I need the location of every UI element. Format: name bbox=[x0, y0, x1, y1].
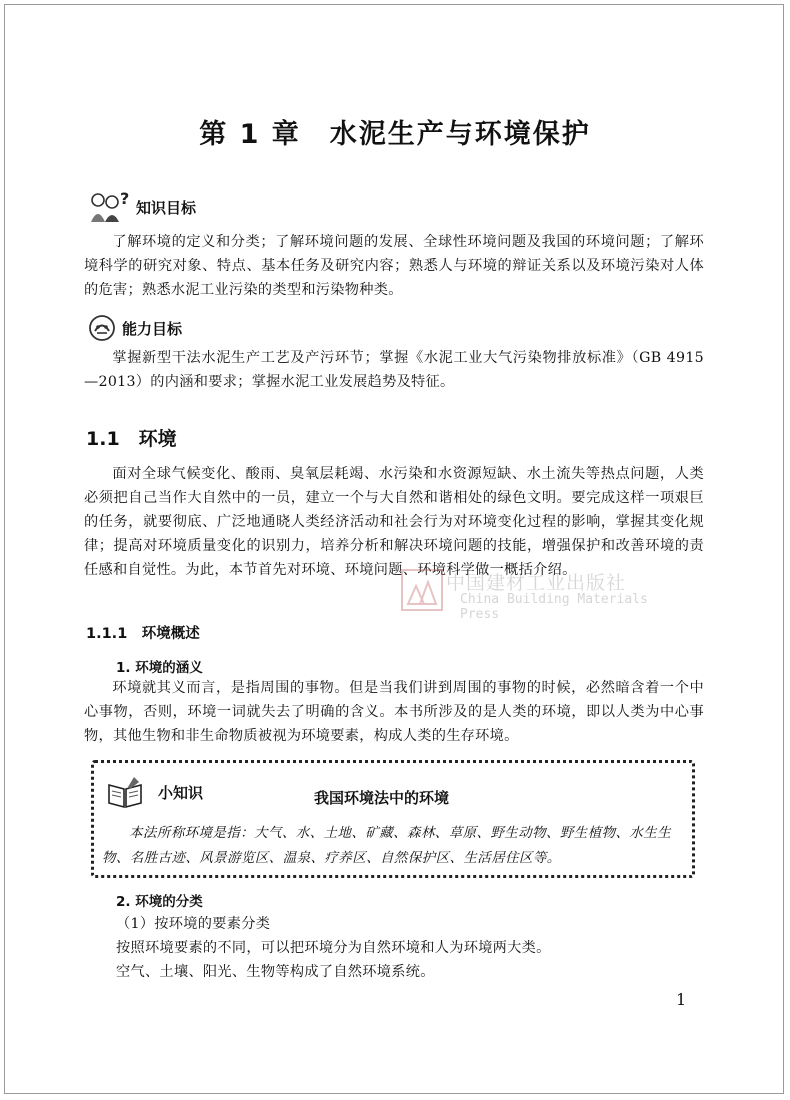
section-paragraph: 面对全球气候变化、酸雨、臭氧层耗竭、水污染和水资源短缺、水土流失等热点问题，人类必须把自己当作大自然中的一员，建立一个与大自然和谐相处的绿色文明。要完成这样一项艰巨的任务，就要彻底、广泛地通晓人类经济活动和社会行为对环境变化过程的影响，掌握其变化规律；提高对环境质量变化的识别力，培养分析和解决环境问题的技能，增强保护和改善环境的责任感和自觉性。为此，本节首先对环境、环境问题、环境科学做一概括介绍。 bbox=[84, 466, 704, 578]
tip-box bbox=[91, 760, 695, 878]
svg-text:?: ? bbox=[120, 190, 130, 208]
publisher-watermark bbox=[400, 568, 660, 622]
tip-title: 我国环境法中的环境 bbox=[314, 789, 450, 807]
watermark-chinese: 中国建材工业出版社 bbox=[446, 572, 627, 594]
tip-header bbox=[106, 775, 203, 809]
section-title: 1.1 环境 bbox=[86, 428, 177, 450]
ability-goals-label: 能力目标 bbox=[122, 319, 183, 338]
classification-title: 2. 环境的分类 bbox=[116, 894, 203, 910]
meaning-paragraph: 环境就其义而言，是指周围的事物。但是当我们讲到周围的事物的时候，必然暗含着一个中心事物，否则，环境一词就失去了明确的含义。本书所涉及的是人类的环境，即以人类为中心事物，其他生物和非生命物质被视为环境要素，构成人类的生存环境。 bbox=[84, 680, 704, 744]
subsection-title: 1.1.1 环境概述 bbox=[86, 626, 200, 642]
ability-goals-text: 掌握新型干法水泥生产工艺及产污环节；掌握《水泥工业大气污染物排放标准》（GB 4915—2013）的内涵和要求；掌握水泥工业发展趋势及特征。 bbox=[84, 350, 704, 390]
classification-line-1: 按照环境要素的不同，可以把环境分为自然环境和人为环境两大类。 bbox=[116, 940, 551, 956]
knowledge-goals-label: 知识目标 bbox=[136, 198, 197, 217]
chapter-title: 第 1 章 水泥生产与环境保护 bbox=[199, 119, 591, 150]
tip-label: 小知识 bbox=[158, 783, 204, 802]
meaning-title: 1. 环境的涵义 bbox=[116, 660, 203, 676]
ability-goals-header bbox=[88, 314, 182, 342]
classification-subtitle: （1）按环境的要素分类 bbox=[116, 916, 271, 932]
knowledge-goals-header bbox=[88, 190, 196, 224]
open-book-icon bbox=[106, 775, 144, 809]
tip-body: 本法所称环境是指：大气、水、土地、矿藏、森林、草原、野生动物、野生植物、水生生物、名胜古迹、风景游览区、温泉、疗养区、自然保护区、生活居住区等。 bbox=[102, 825, 672, 866]
knowledge-goals-text: 了解环境的定义和分类；了解环境问题的发展、全球性环境问题及我国的环境问题；了解环境科学的研究对象、特点、基本任务及研究内容；熟悉人与环境的辩证关系以及环境污染对人体的危害；熟悉水泥工业污染的类型和污染物种类。 bbox=[84, 234, 704, 298]
classification-line-2: 空气、土壤、阳光、生物等构成了自然环境系统。 bbox=[116, 964, 435, 980]
page-number: 1 bbox=[676, 990, 687, 1009]
watermark-english: China Building Materials Press bbox=[460, 592, 648, 622]
people-question-icon bbox=[88, 190, 130, 224]
publisher-logo-icon bbox=[400, 568, 444, 612]
ability-icon bbox=[88, 314, 116, 342]
